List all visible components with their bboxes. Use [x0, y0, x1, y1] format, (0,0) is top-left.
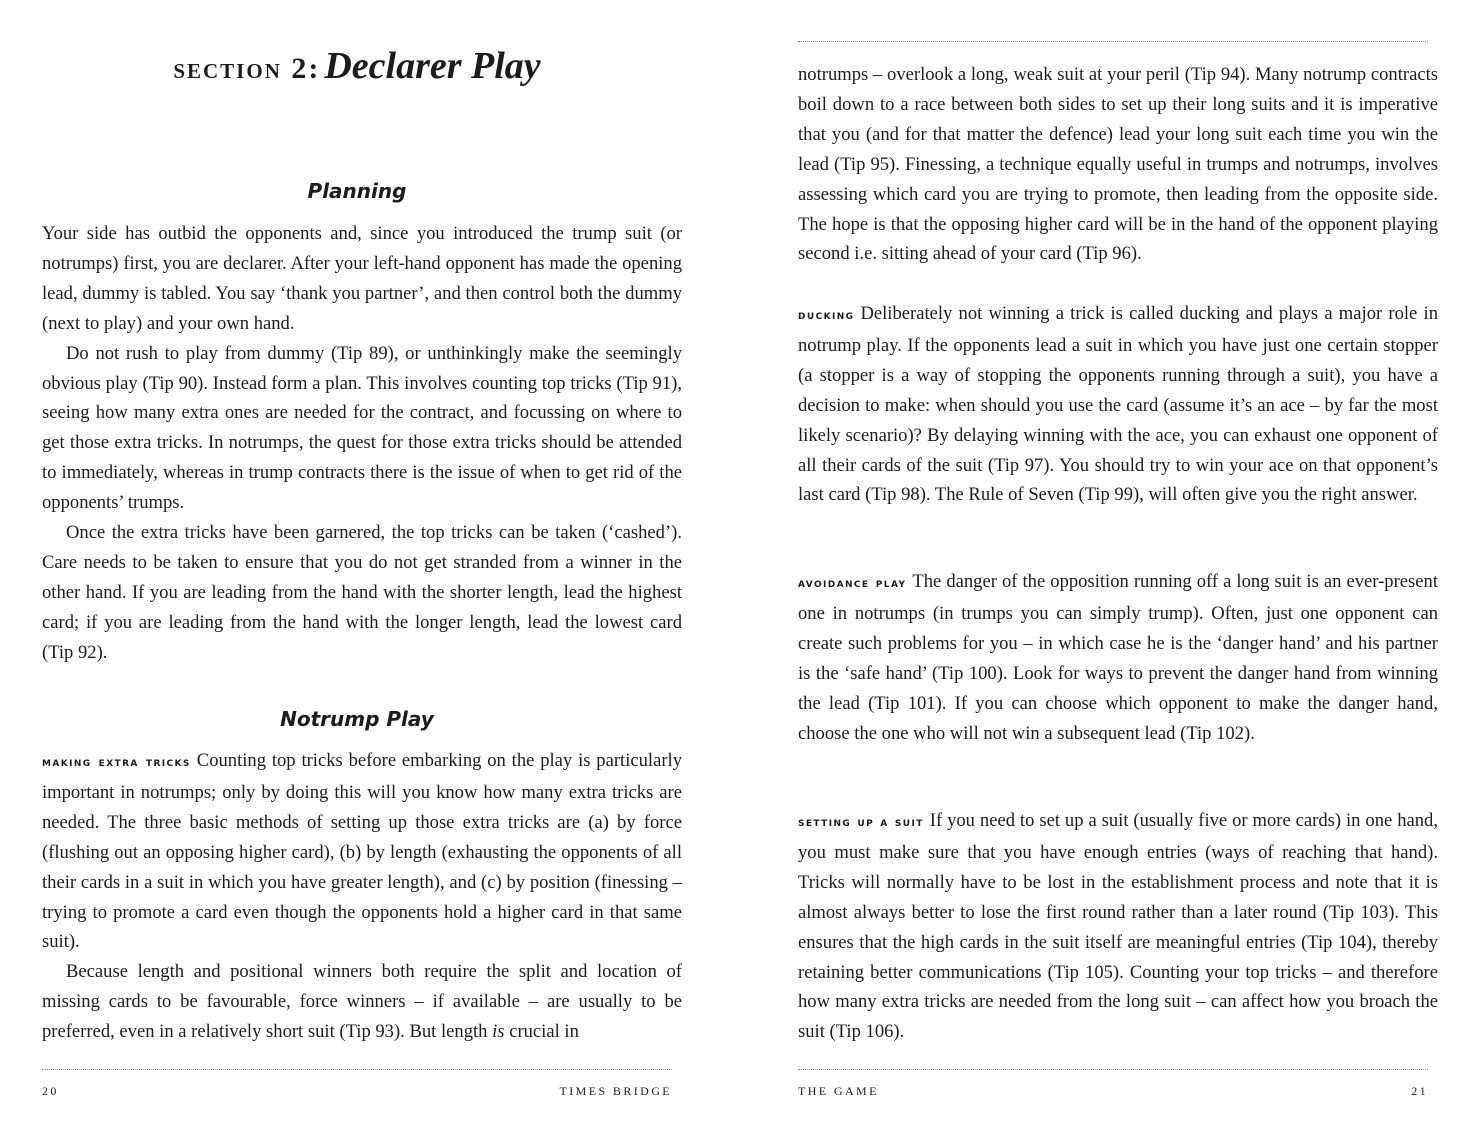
ducking-label: ducking	[798, 308, 855, 323]
setting-up-label: setting up a suit	[798, 815, 924, 830]
setting-up-section	[798, 806, 1438, 1047]
notrump-body	[42, 746, 682, 1047]
planning-paragraph-2: Do not rush to play from dummy (Tip 89), or unthinkingly make the seemingly obvious play (Tip 90). Instead form a plan. This involves counting top tricks (Tip 91), seeing how many extra ones are needed for the contract, and focussing on where to get those extra tricks. In notrumps, the quest for those extra tricks should be attended to immediately, whereas in trump contracts there is the issue of when to get rid of the opponents’ trumps.	[42, 342, 682, 514]
setting-up-text: If you need to set up a suit (usually five or more cards) in one hand, you must make sure that you have enough entries (ways of reaching that hand). Tricks will normally have to be lost in the establishment process and note that it is almost always better to lose the first round rather than a later round (Tip 103). This ensures that the high cards in the suit itself are meaningful entries (Tip 104), thereby retaining better communications (Tip 105). Counting your top tricks – and therefore how many extra tricks are needed from the long suit – can affect how you broach the suit (Tip 106).	[798, 810, 1438, 1043]
footer-rule	[42, 1069, 672, 1070]
footer-rule	[798, 1069, 1428, 1070]
force-winners-paragraph	[42, 957, 682, 1047]
planning-paragraph-1: Your side has outbid the opponents and, since you introduced the trump suit (or notrumps) first, you are declarer. After your left-hand opponent has made the opening lead, dummy is tabled. You say ‘thank you partner’, and then control both the dummy (next to play) and your own hand.	[42, 223, 682, 334]
avoidance-play-label: avoidance play	[798, 576, 907, 591]
planning-body	[42, 219, 682, 668]
avoidance-play-text: The danger of the opposition running off a long suit is an ever-present one in notrumps (in trumps you can simply trump). Often, just one opponent can create such problems for you – in which case he is the ‘danger hand’ and his partner is the ‘safe hand’ (Tip 100). Look for ways to prevent the danger hand from winning the lead (Tip 101). If you can choose which opponent to make the danger hand, choose the one who will not win a subsequent lead (Tip 102).	[798, 571, 1438, 744]
emphasis-word: is	[492, 1021, 505, 1043]
making-extra-tricks-label: making extra tricks	[42, 755, 191, 770]
ducking-section	[798, 299, 1438, 510]
force-winners-text-end: crucial in	[509, 1021, 579, 1043]
ducking-paragraph	[798, 299, 1438, 510]
page-number: 20	[42, 1084, 59, 1098]
section-heading	[42, 44, 672, 96]
section-title: Declarer Play	[324, 45, 541, 87]
running-head: TIMES BRIDGE	[559, 1084, 672, 1098]
avoidance-paragraph	[798, 567, 1438, 748]
right-page	[735, 0, 1470, 1129]
page-number: 21	[1411, 1084, 1428, 1098]
section-number: section 2:	[173, 52, 321, 85]
avoidance-section	[798, 567, 1438, 748]
running-head: THE GAME	[798, 1084, 879, 1098]
making-extra-tricks-paragraph	[42, 746, 682, 957]
setting-up-paragraph	[798, 806, 1438, 1047]
header-rule	[798, 41, 1428, 42]
force-winners-text: Because length and positional winners both require the split and location of missing cards to be favourable, force winners – if available – are usually to be preferred, even in a relatively short suit (Tip 93). But length	[42, 961, 682, 1043]
ducking-text: Deliberately not winning a trick is called ducking and plays a major role in notrump play. If the opponents lead a suit in which you have just one certain stopper (a stopper is a way of stopping the opponents running through a suit), you have a decision to make: when should you use the card (assume it’s an ace – by far the most likely scenario)? By delaying winning with the ace, you can exhaust one opponent of all their cards of the suit (Tip 97). You should try to win your ace on that opponent’s last card (Tip 98). The Rule of Seven (Tip 99), will often give you the right answer.	[798, 303, 1438, 506]
continuation-paragraph: notrumps – overlook a long, weak suit at your peril (Tip 94). Many notrump contracts boil down to a race between both sides to set up their long suits and it is imperative that you (and for that matter the defence) lead your long suit each time you win the lead (Tip 95). Finessing, a technique equally useful in trumps and notrumps, involves assessing which card you are trying to promote, then leading from the opposite side. The hope is that the opposing higher card will be in the hand of the opponent playing second i.e. sitting ahead of your card (Tip 96).	[798, 64, 1438, 265]
making-extra-tricks-text: Counting top tricks before embarking on the play is particularly important in notrumps; only by doing this will you know how many extra tricks are needed. The three basic methods of setting up those extra tricks are (a) by force (flushing out an opposing higher card), (b) by length (exhausting the opponents of all their cards in a suit in which you have greater length), and (c) by position (finessing – trying to promote a card even though the opponents hold a higher card in that same suit).	[42, 750, 682, 953]
right-column	[798, 60, 1438, 269]
planning-heading: Planning	[307, 179, 407, 203]
planning-paragraph-3: Once the extra tricks have been garnered, the top tricks can be taken (‘cashed’). Care needs to be taken to ensure that you do not get stranded from a winner in the other hand. If you are leading from the hand with the shorter length, lead the highest card; if you are leading from the hand with the longer length, lead the lowest card (Tip 92).	[42, 522, 682, 663]
notrump-heading: Notrump Play	[280, 707, 434, 731]
